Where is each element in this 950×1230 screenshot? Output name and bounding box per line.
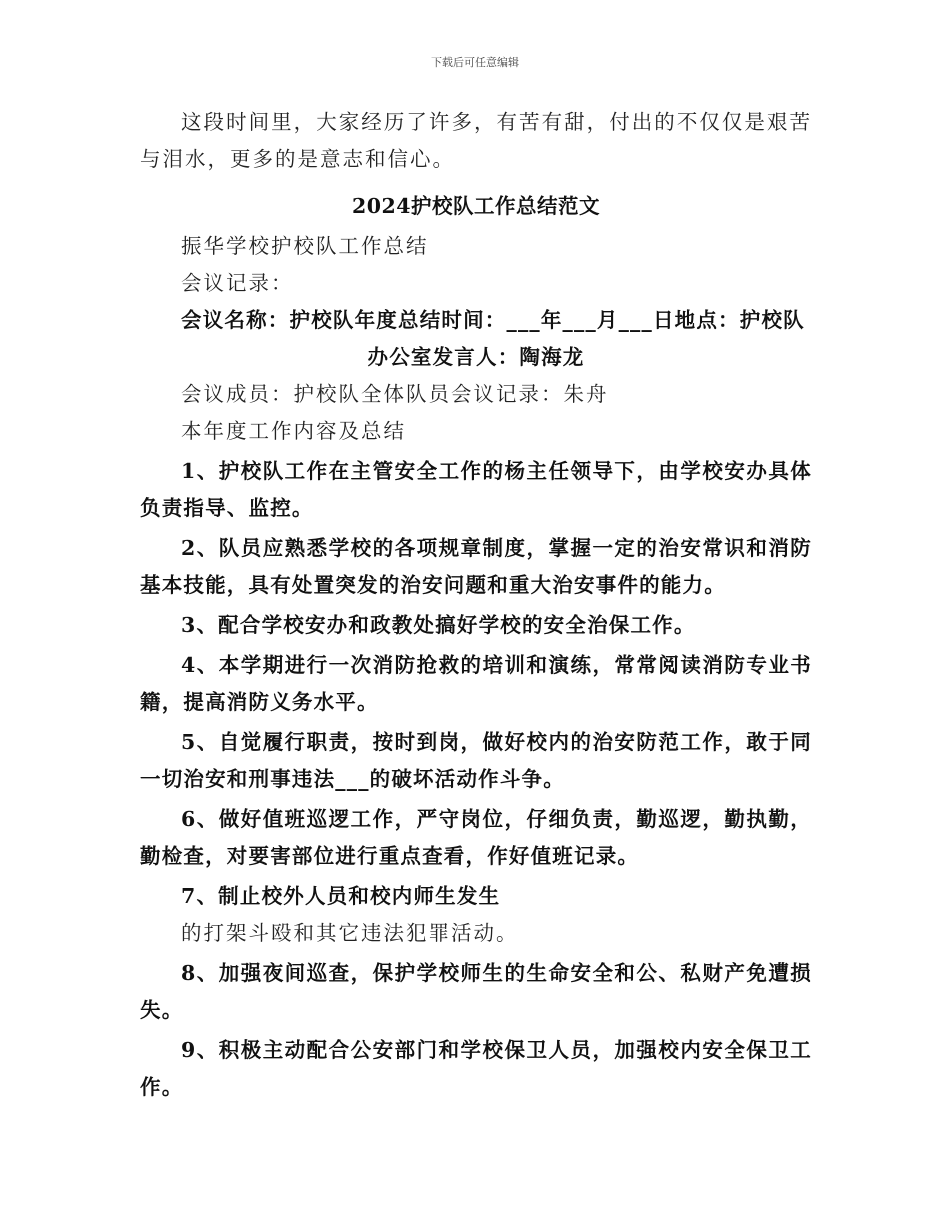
document-body [140, 104, 812, 1106]
document-title: 2024护校队工作总结范文 [351, 194, 601, 218]
section-heading: 本年度工作内容及总结 [181, 419, 406, 443]
intro-paragraph: 这段时间里，大家经历了许多，有苦有甜，付出的不仅仅是艰苦与泪水，更多的是意志和信心。 [140, 110, 812, 171]
meeting-info-line-cont: 办公室发言人：陶海龙 [367, 345, 585, 369]
list-item: 4、本学期进行一次消防抢救的培训和演练，常常阅读消防专业书籍，提高消防义务水平。 [140, 653, 812, 714]
list-item: 7、制止校外人员和校内师生发生 [181, 884, 501, 908]
record-label: 会议记录： [181, 271, 294, 295]
list-item: 2、队员应熟悉学校的各项规章制度，掌握一定的治安常识和消防基本技能，具有处置突发的治安问题和重大治安事件的能力。 [140, 536, 812, 597]
document-subtitle: 振华学校护校队工作总结 [181, 234, 429, 258]
list-item: 5、自觉履行职责，按时到岗，做好校内的治安防范工作，敢于同一切治安和刑事违法___的破坏活动作斗争。 [140, 730, 812, 791]
list-item: 3、配合学校安办和政教处搞好学校的安全治保工作。 [181, 613, 696, 637]
meeting-info-line: 会议名称：护校队年度总结时间：___年___月___日地点：护校队 [181, 308, 805, 332]
list-item-continuation: 的打架斗殴和其它违法犯罪活动。 [181, 921, 519, 945]
list-item: 6、做好值班巡逻工作，严守岗位，仔细负责，勤巡逻，勤执勤，勤检查，对要害部位进行重点查看，作好值班记录。 [140, 807, 812, 868]
list-item: 9、积极主动配合公安部门和学校保卫人员，加强校内安全保卫工作。 [140, 1038, 812, 1099]
meeting-members: 会议成员：护校队全体队员会议记录：朱舟 [181, 382, 609, 406]
list-item: 1、护校队工作在主管安全工作的杨主任领导下，由学校安办具体负责指导、监控。 [140, 459, 812, 520]
page-header-note: 下载后可任意编辑 [431, 56, 519, 69]
list-item: 8、加强夜间巡查，保护学校师生的生命安全和公、私财产免遭损失。 [140, 961, 812, 1022]
